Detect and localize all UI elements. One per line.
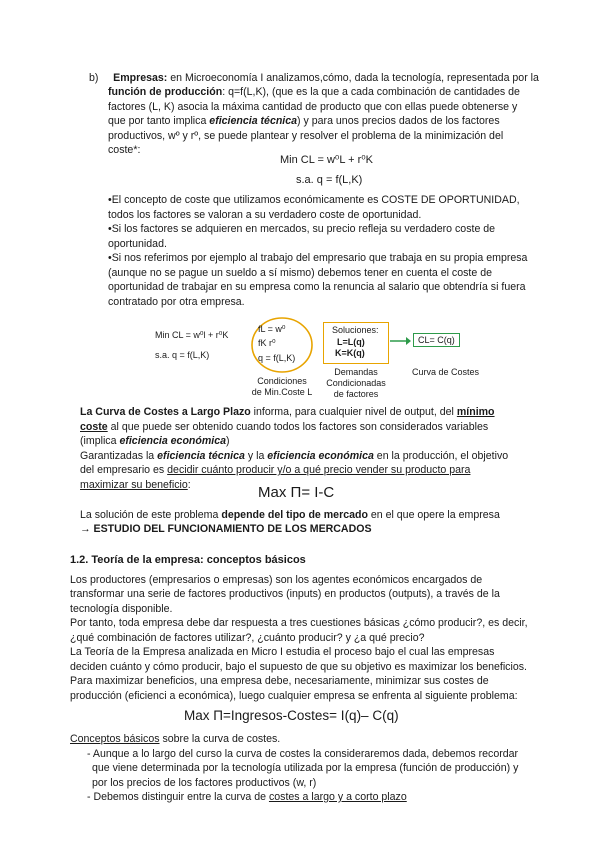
eficiencia-tecnica-term-2: eficiencia técnica	[157, 450, 245, 462]
diagram-left-1: Min CL = w⁰l + r⁰K	[155, 330, 229, 340]
text: :	[187, 479, 191, 491]
solutions-label-1: Demandas	[334, 367, 378, 377]
conceptos-line	[70, 732, 280, 747]
list-marker: b)	[89, 72, 99, 84]
text: (implica	[80, 435, 120, 447]
solution-l: L=L(q)	[337, 337, 365, 347]
bullet-3a: •Si nos referimos por ejemplo al trabajo del empresario que trabaja en su propia empresa	[108, 252, 528, 264]
text: y la	[244, 450, 268, 462]
minimo-term: mínimo	[456, 406, 495, 418]
condition-3: q = f(L,K)	[258, 353, 296, 363]
bullet-1b: todos los factores se valoran a su verdadero coste de oportunidad.	[108, 209, 422, 221]
tipo-mercado-term: depende del tipo de mercado	[221, 509, 368, 521]
arrow-icon	[389, 335, 411, 347]
largo-line-2	[80, 420, 488, 435]
conditions-label-1: Condiciones	[257, 376, 307, 386]
text: : q=f(L,K), (que es la que a cada combinación de cantidades de	[222, 86, 520, 98]
text: ) y para unos precios dados de los factores	[297, 115, 500, 127]
empresas-term: Empresas:	[113, 72, 168, 84]
largo-line-1	[80, 405, 495, 420]
condition-1: fL = w⁰	[258, 324, 286, 334]
bullet-3c: oportunidad de trabajar en su empresa como la renuncia al salario que obtendría si fuera	[108, 281, 526, 293]
text: informa, para cualquier nivel de output, del	[250, 406, 457, 418]
bullet-3b: (aunque no se pague un sueldo a sí mismo) debemos tener en cuenta el coste de	[108, 267, 492, 279]
costes-plazo-underline: costes a largo y a corto plazo	[268, 791, 407, 803]
coste-term: coste	[80, 421, 108, 433]
concept-1b: que viene determinada por la tecnología utilizada por la empresa (función de producción) y	[92, 762, 519, 774]
text: del empresario es	[80, 464, 168, 476]
teoria-p3d: producción (eficienci a económica), luego cualquier empresa se enfrenta al siguiente problema:	[70, 690, 518, 702]
conditions-label-2: de Min.Coste L	[251, 387, 313, 397]
teoria-p1c: tecnología disponible.	[70, 603, 173, 615]
concept-1a: - Aunque a lo largo del curso la curva de costes la consideraremos dada, debemos recordar	[87, 748, 519, 760]
text: en Microeconomía I analizamos,cómo, dada la tecnología, representada por la	[167, 72, 539, 84]
teoria-p3a: La Teoría de la Empresa analizada en Micro I estudia el proceso bajo el cual las empresas	[70, 646, 495, 658]
bullet-1a: •El concepto de coste que utilizamos económicamente es COSTE DE OPORTUNIDAD,	[108, 194, 520, 206]
eficiencia-economica-term-2: eficiencia económica	[267, 450, 374, 462]
teoria-p2a: Por tanto, toda empresa debe dar respuesta a tres cuestiones básicas ¿cómo producir?, es decir,	[70, 617, 528, 629]
text: en la producción, el objetivo	[373, 450, 509, 462]
solutions-label-3: de factores	[333, 389, 379, 399]
bullet-2a: •Si los factores se adquieren en mercados, su precio refleja su verdadero coste de	[108, 223, 496, 235]
section-b-line-3: factores (L, K) asocia la máxima cantidad de producto que con ellas puede obtenerse y	[108, 101, 518, 113]
text: en el que opere la empresa	[367, 509, 500, 521]
text: )	[226, 435, 230, 447]
curva-costes-lp-term: La Curva de Costes a Largo Plazo	[80, 406, 251, 418]
condition-2: fK r⁰	[258, 338, 276, 348]
text: sobre la curva de costes.	[159, 733, 281, 745]
cost-curve-label: Curva de Costes	[412, 367, 480, 377]
largo-line-3	[80, 434, 230, 449]
cost-curve-box: CL= C(q)	[413, 333, 460, 347]
eficiencia-economica-term: eficiencia económica	[119, 435, 227, 447]
largo-line-5	[80, 463, 470, 478]
concept-2	[87, 790, 407, 805]
section-b-line-1	[89, 71, 539, 86]
solutions-label-2: Condicionadas	[326, 378, 386, 388]
maximizar-underline: maximizar su beneficio	[80, 479, 188, 491]
section-b-line-4	[108, 114, 500, 129]
teoria-p3c: Para maximizar beneficios, una empresa debe, necesariamente, minimizar sus costes de	[70, 675, 489, 687]
formula-min-cost: Min CL = w⁰L + r⁰K	[280, 154, 373, 166]
concept-1c: por los precios de los factores productivos (w, r)	[92, 777, 317, 789]
text: - Debemos distinguir entre la curva de	[87, 791, 269, 803]
decidir-underline: decidir cuánto producir y/o a qué precio vender su producto para	[167, 464, 471, 476]
eficiencia-tecnica-term: eficiencia técnica	[209, 115, 298, 127]
formula-max-pi-2: Max Π=Ingresos-Costes= I(q)– C(q)	[184, 708, 399, 723]
diagram-left-2: s.a. q = f(L,K)	[155, 350, 210, 360]
arrow-head	[406, 337, 411, 345]
text: al que puede ser obtenido cuando todos los factores son considerados variables	[107, 421, 489, 433]
largo-line-7	[80, 508, 500, 523]
bullet-2b: oportunidad.	[108, 238, 167, 250]
largo-line-6	[80, 478, 191, 493]
text: Garantizadas la	[80, 450, 158, 462]
conceptos-underline: Conceptos básicos	[70, 733, 160, 745]
solutions-title: Soluciones:	[332, 325, 379, 335]
section-b-line-2	[108, 85, 520, 100]
teoria-p1b: transformar una serie de factores productivos (inputs) en productos (outputs), a través de la	[70, 588, 500, 600]
bullet-3d: contratado por otra empresa.	[108, 296, 245, 308]
largo-line-4	[80, 449, 508, 464]
section-b-line-5: productivos, wº y rº, se puede plantear y resolver el problema de la minimización del	[108, 130, 504, 142]
funcion-produccion-term: función de producción	[108, 86, 223, 98]
solution-k: K=K(q)	[335, 348, 365, 358]
teoria-p2b: ¿qué combinación de factores utilizar?, ¿cuánto producir? y ¿a qué precio?	[70, 632, 425, 644]
section-b-line-6: coste*:	[108, 144, 141, 156]
largo-line-8: → ESTUDIO DEL FUNCIONAMIENTO DE LOS MERCADOS	[80, 523, 372, 535]
formula-constraint: s.a. q = f(L,K)	[296, 174, 363, 186]
section-heading: 1.2. Teoría de la empresa: conceptos básicos	[70, 554, 306, 566]
text: La solución de este problema	[80, 509, 222, 521]
teoria-p1a: Los productores (empresarios o empresas) son los agentes económicos encargados de	[70, 574, 483, 586]
teoria-p3b: deciden cuánto y cómo producir, bajo el supuesto de que su objetivo es maximizar los beneficios.	[70, 661, 527, 673]
formula-max-pi: Max Π= I-C	[258, 484, 335, 501]
text: que por tanto implica	[108, 115, 210, 127]
